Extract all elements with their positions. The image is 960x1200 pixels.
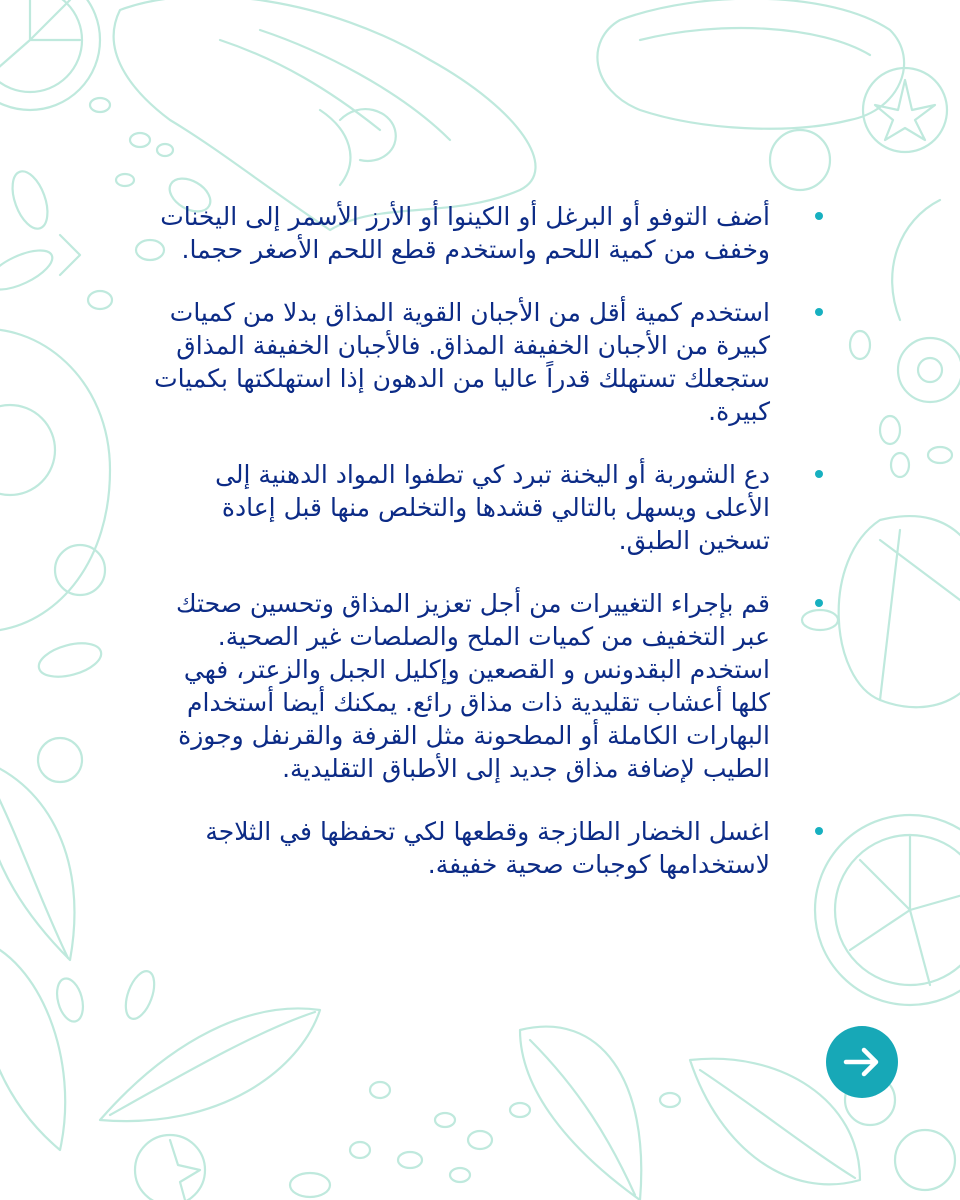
tip-text: اغسل الخضار الطازجة وقطعها لكي تحفظها في الثلاجة لاستخدامها كوجبات صحية خفيفة. bbox=[205, 817, 770, 879]
next-button[interactable] bbox=[826, 1026, 898, 1098]
arrow-right-icon bbox=[840, 1040, 884, 1084]
tip-item bbox=[150, 458, 830, 557]
tip-item bbox=[150, 815, 830, 881]
tip-text: استخدم كمية أقل من الأجبان القوية المذاق بدلا من كميات كبيرة من الأجبان الخفيفة المذاق. فالأجبان الخفيفة المذاق ستجعلك تستهلك قدراً عاليا من الدهون إذا استهلكتها بكميات كبيرة. bbox=[154, 298, 770, 426]
tip-text: أضف التوفو أو البرغل أو الكينوا أو الأرز الأسمر إلى اليخنات وخفف من كمية اللحم واستخدم قطع اللحم الأصغر حجما. bbox=[160, 202, 770, 264]
bullet-point bbox=[815, 212, 823, 220]
bullet-point bbox=[815, 470, 823, 478]
tip-text: دع الشوربة أو اليخنة تبرد كي تطفوا المواد الدهنية إلى الأعلى ويسهل بالتالي قشدها والتخلص منها قبل إعادة تسخين الطبق. bbox=[215, 460, 770, 555]
tips-list bbox=[150, 200, 830, 911]
tip-text: قم بإجراء التغييرات من أجل تعزيز المذاق وتحسين صحتك عبر التخفيف من كميات الملح والصلصات غير الصحية. استخدم البقدونس و القصعين وإكليل الجبل والزعتر، فهي كلها أعشاب تقليدية ذات مذاق رائع. يمكنك أيضا أستخدام البهارات الكاملة أو المطحونة مثل القرفة والقرنفل وجوزة الطيب لإضافة مذاق جديد إلى الأطباق التقليدية. bbox=[175, 589, 770, 783]
bullet-point bbox=[815, 308, 823, 316]
tip-item bbox=[150, 587, 830, 785]
tip-item bbox=[150, 200, 830, 266]
bullet-point bbox=[815, 827, 823, 835]
bullet-point bbox=[815, 599, 823, 607]
tip-item bbox=[150, 296, 830, 428]
